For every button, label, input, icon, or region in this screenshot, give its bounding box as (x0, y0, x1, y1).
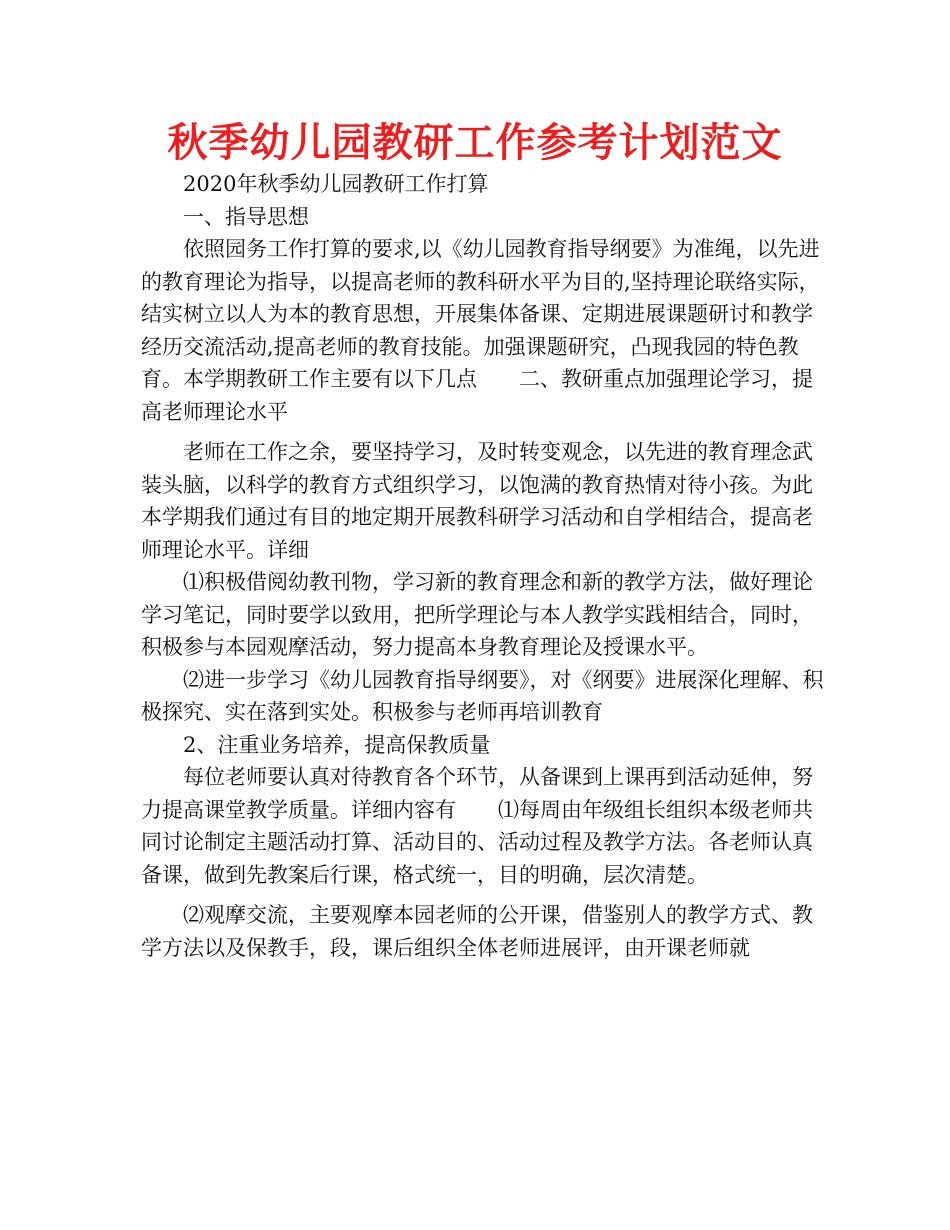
section-heading-business-training: 2、注重业务培养，提高保教质量 (183, 732, 491, 757)
subtitle-paragraph: 2020年秋季幼儿园教研工作打算 (183, 172, 489, 196)
document-body (141, 168, 827, 964)
body-paragraph: 每位老师要认真对待教育各个环节，从备课到上课再到活动延伸，努力提高课堂教学质量。详细内容有 ⑴每周由年级组长组织本级老师共同讨论制定主题活动打算、活动目的、活动过程及教学方法。各老师认真备课，做到先教案后行课，格式统一，目的明确，层次清楚。 (141, 765, 813, 887)
body-paragraph: ⑴积极借阅幼教刊物，学习新的教育理念和新的教学方法，做好理论学习笔记，同时要学以致用，把所学理论与本人教学实践相结合，同时，积极参与本园观摩活动，努力提高本身教育理论及授课水平。 (141, 570, 813, 659)
body-paragraph: ⑵进一步学习《幼儿园教育指导纲要》，对《纲要》进展深化理解、积极探究、实在落到实处。积极参与老师再培训教育 (141, 667, 824, 724)
body-paragraph: ⑵观摩交流，主要观摩本园老师的公开课，借鉴别人的教学方式、教学方法以及保教手，段，课后组织全体老师进展评，由开课老师就 (141, 903, 813, 960)
section-heading-guiding-thought: 一、指导思想 (183, 204, 309, 229)
body-paragraph: 老师在工作之余，要坚持学习，及时转变观念，以先进的教育理念武装头脑，以科学的教育方式组织学习，以饱满的教育热情对待小孩。为此本学期我们通过有目的地定期开展教科研学习活动和自学相结合，提高老师理论水平。详细 (141, 440, 813, 562)
body-paragraph: 依照园务工作打算的要求,以《幼儿园教育指导纲要》为准绳，以先进的教育理论为指导，以提高老师的教科研水平为目的,坚持理论联络实际，结实树立以人为本的教育思想，开展集体备课、定期进展课题研讨和教学经历交流活动,提高老师的教育技能。加强课题研究，凸现我园的特色教育。本学期教研工作主要有以下几点 二、教研重点加强理论学习，提高老师理论水平 (141, 237, 820, 424)
document-title: 秋季幼儿园教研工作参考计划范文 (167, 120, 783, 166)
